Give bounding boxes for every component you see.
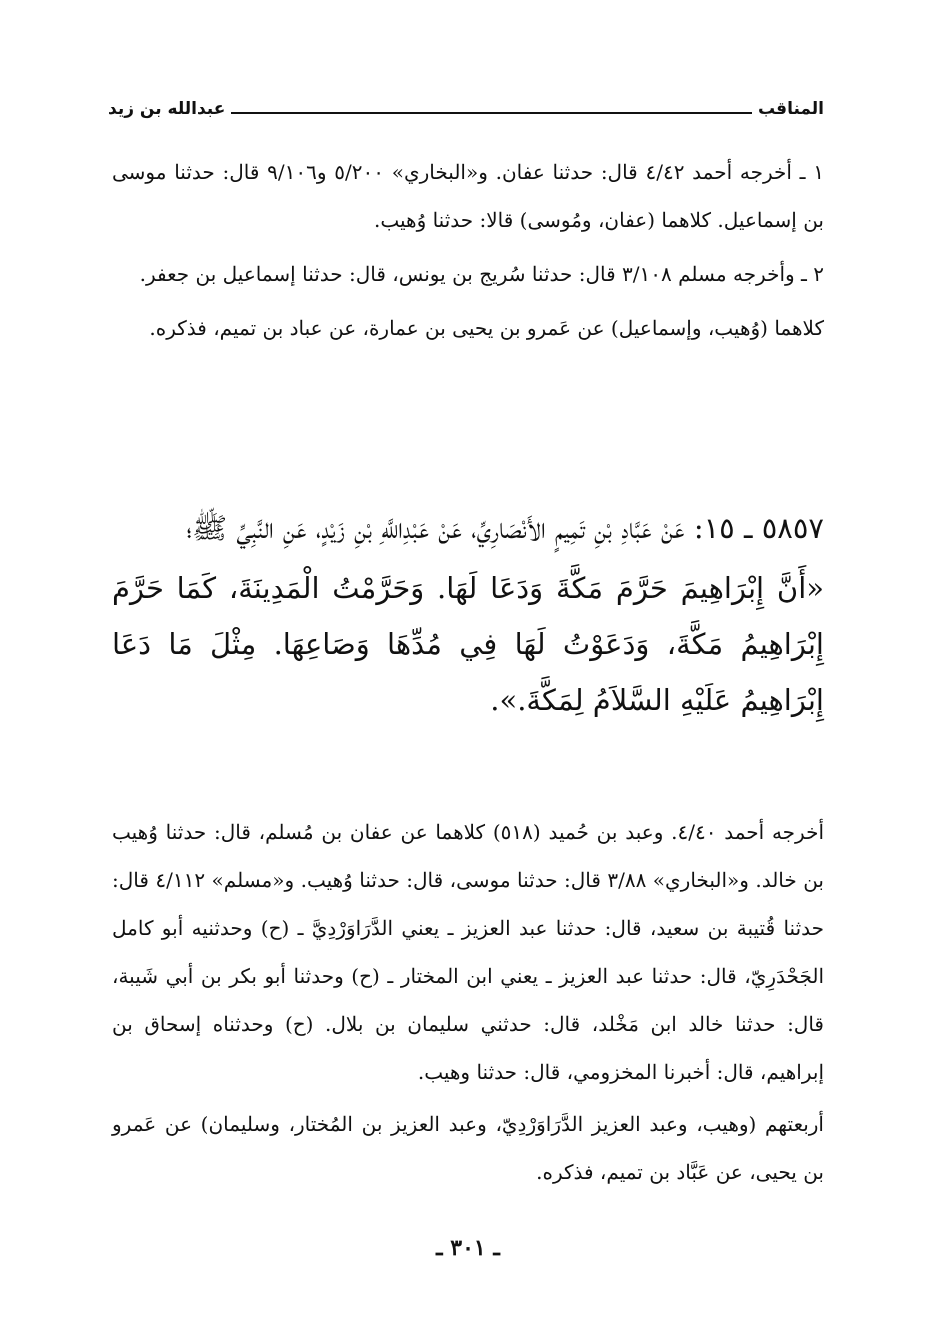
note-2: ٢ ـ وأخرجه مسلم ٣/١٠٨ قال: حدثنا سُريج بن يونس، قال: حدثنا إسماعيل بن جعفر. [139, 262, 824, 286]
note-3: كلاهما (وُهيب، وإسماعيل) عن عَمرو بن يحيى بن عمارة، عن عباد بن تميم، فذكره. [149, 316, 824, 340]
note-4: أخرجه أحمد ٤/٤٠. وعبد بن حُميد (٥١٨) كلاهما عن عفان بن مُسلم، قال: حدثنا وُهيب بن خالد. و«البخاري» ٣/٨٨ قال: حدثنا موسى، قال: حدثنا وُهيب. و«مسلم» ٤/١١٢ قال: حدثنا قُتيبة بن سعيد، قال: حدثنا عبد العزيز ـ يعني الدَّرَاوَرْدِيَّ ـ (ح) وحدثنيه أبو كامل الجَحْدَرِيّ، قال: حدثنا عبد العزيز ـ يعني ابن المختار ـ (ح) وحدثنا أبو بكر بن أبي شَيبة، قال: حدثنا خالد ابن مَخْلد، قال: حدثني سليمان بن بلال. (ح) وحدثناه إسحاق بن إبراهيم، قال: أخبرنا المخزومي، قال: حدثنا وهيب. [112, 820, 824, 1084]
hadith-isnad: ٥٨٥٧ ـ ١٥: عَنْ عَبَّادِ بْنِ تَمِيمٍ الأَنْصَارِيِّ، عَنْ عَبْدِاللَّهِ بْنِ زَيْدٍ، عَنِ النَّبِيِّ ﷺ؛ [186, 511, 824, 545]
takhrij-notes-top [112, 148, 824, 352]
page-number: ـ ٣٠١ ـ [436, 1235, 500, 1261]
hadith-block [112, 500, 824, 728]
note-5: أربعتهم (وهيب، وعبد العزيز الدَّرَاوَرْدِيّ، وعبد العزيز بن المُختار، وسليمان) عن عَمرو بن يحيى، عن عَبَّاد بن تميم، فذكره. [112, 1112, 824, 1184]
chapter-title: المناقب [757, 99, 824, 119]
header-rule [231, 112, 752, 114]
note-1: ١ ـ أخرجه أحمد ٤/٤٢ قال: حدثنا عفان. و«البخاري» ٥/٢٠٠ و٩/١٠٦ قال: حدثنا موسى بن إسماعيل. كلاهما (عفان، ومُوسى) قالا: حدثنا وُهيب. [112, 160, 825, 232]
running-header [108, 88, 824, 118]
hadith-matn: «أَنَّ إِبْرَاهِيمَ حَرَّمَ مَكَّةَ وَدَعَا لَهَا. وَحَرَّمْتُ الْمَدِينَةَ، كَمَا حَرَّمَ إِبْرَاهِيمُ مَكَّةَ، وَدَعَوْتُ لَهَا فِي مُدِّهَا وَصَاعِهَا. مِثْلَ مَا دَعَا إِبْرَاهِيمُ عَلَيْهِ السَّلاَمُ لِمَكَّةَ.». [112, 571, 824, 717]
section-title: عبدالله بن زيد [108, 99, 226, 119]
takhrij-notes-bottom [112, 808, 824, 1196]
